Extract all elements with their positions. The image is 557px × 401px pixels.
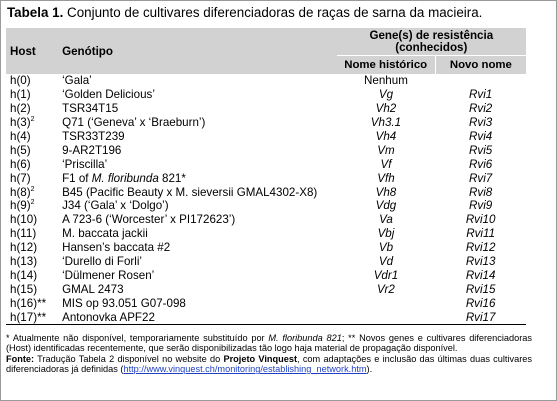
cell-novo-nome: Rvi4 [469, 130, 493, 143]
genotipo-text: B45 (Pacific Beauty x M. sieversii GMAL4302-X8) [62, 185, 318, 199]
cell-host [6, 255, 62, 269]
genotipo-text: ‘Durello di Forli’ [62, 255, 142, 269]
table-notes [6, 333, 532, 375]
cell-nome-historico: Vbj [377, 227, 395, 241]
host-text: h(13) [10, 255, 38, 269]
cell-host [6, 157, 62, 171]
host-text: h(5) [10, 143, 31, 157]
cell-host [6, 171, 62, 185]
cell-genotipo [62, 213, 337, 227]
footnote [6, 333, 532, 354]
cell-genotipo [62, 296, 337, 310]
table-row [6, 227, 526, 241]
table-row [6, 102, 526, 116]
table-row [6, 255, 526, 269]
table-caption [7, 5, 482, 20]
host-text: h(11) [10, 227, 37, 241]
cell-novo-nome: Rvi17 [435, 310, 526, 324]
cell-nome-historico [337, 310, 436, 324]
table-row [6, 88, 526, 102]
cell-novo-nome: Rvi13 [465, 255, 496, 269]
cell-host [6, 130, 62, 144]
cell-nome-historico: Vh8 [375, 185, 397, 199]
table-row [6, 74, 526, 88]
genotipo-text: M. floribunda [91, 171, 159, 185]
host-superscript: 2 [30, 185, 35, 193]
table-row [6, 241, 526, 255]
host-text: h(1) [10, 88, 31, 102]
cell-host [6, 88, 62, 102]
table-row [6, 116, 526, 130]
cell-genotipo [62, 130, 337, 144]
host-text: h(12) [10, 241, 38, 255]
cell-host [6, 213, 62, 227]
host-text: h(16)** [10, 296, 47, 310]
genotipo-text: A 723-6 (‘Worcester’ x PI172623’) [62, 213, 236, 227]
cell-novo-nome: Rvi1 [469, 88, 493, 102]
cell-host [6, 102, 62, 116]
cell-novo-nome: Rvi16 [465, 296, 496, 310]
header-gene-group: Gene(s) de resistência (conhecidos) [337, 28, 526, 56]
cell-genotipo [62, 227, 337, 241]
cell-novo-nome: Rvi7 [469, 171, 493, 185]
source-label: Fonte: [6, 353, 35, 364]
cell-host [6, 143, 62, 157]
cell-novo-nome: Rvi11 [466, 227, 496, 241]
caption-label: Tabela 1. [7, 5, 64, 20]
host-text: h(17)** [10, 310, 47, 324]
header-nome-historico: Nome histórico [337, 56, 436, 75]
cell-novo-nome: Rvi10 [465, 213, 496, 227]
cell-novo-nome: Rvi8 [469, 185, 493, 199]
cell-nome-historico: Vf [380, 157, 392, 171]
cell-nome-historico: Vh4 [375, 130, 397, 143]
cell-novo-nome: Rvi5 [469, 143, 493, 157]
cell-novo-nome: Rvi3 [469, 116, 493, 130]
cell-genotipo [62, 88, 337, 102]
genotipo-text: Antonovka APF22 [62, 310, 155, 324]
footnote-text-b: ; ** Novos genes e cultivares diferenciadoras (Host) identificadas recentemente, que serão disponibilizadas tão logo haja material de propagação disponível. [6, 333, 533, 354]
cell-host [6, 185, 62, 199]
genotipo-text: F1 of [62, 171, 92, 185]
cell-host [6, 310, 62, 324]
cell-host [6, 199, 62, 213]
cell-nome-historico: Nenhum [364, 74, 408, 88]
genotipo-text: Q71 (‘Geneva’ x ‘Braeburn’) [62, 116, 206, 130]
header-genotipo: Genótipo [62, 28, 337, 74]
table-row [6, 143, 526, 157]
cultivars-table [6, 28, 526, 325]
genotipo-text: GMAL 2473 [62, 282, 124, 296]
cell-novo-nome: Rvi15 [465, 282, 496, 296]
source-note [6, 354, 532, 375]
cell-novo-nome: Rvi6 [469, 157, 493, 171]
source-link[interactable]: http://www.vinquest.ch/monitoring/establishing_network.htm [123, 364, 367, 375]
genotipo-text: ‘Golden Delicious’ [62, 88, 155, 102]
table-row [6, 213, 526, 227]
cell-host [6, 296, 62, 310]
table-row [6, 282, 526, 296]
table-row [6, 157, 526, 171]
cell-genotipo [62, 282, 337, 296]
host-text: h(4) [10, 130, 31, 143]
cell-host [6, 116, 62, 130]
source-text-b: , com adaptações e inclusão das últimas duas cultivares diferenciadoras já definidas ( [6, 353, 532, 375]
cell-genotipo [62, 185, 337, 199]
cell-host [6, 268, 62, 282]
cell-nome-historico: Vfh [377, 171, 395, 185]
cell-nome-historico: Vb [378, 241, 394, 255]
genotipo-text: Hansen’s baccata #2 [62, 241, 171, 255]
table-row [6, 185, 526, 199]
table-row [6, 171, 526, 185]
footnote-text-a: * Atualmente não disponível, temporariamente substituído por [6, 333, 269, 343]
host-text: h(10) [10, 213, 38, 227]
genotipo-text: 821* [158, 171, 186, 185]
cell-nome-historico: Vr2 [377, 282, 395, 296]
source-text-a: Tradução Tabela 2 disponível no website do [34, 353, 224, 364]
footnote-italic: M. floribunda 821 [268, 333, 342, 343]
host-text: h(3) [10, 116, 31, 130]
cell-genotipo [62, 116, 337, 130]
genotipo-text: MIS op 93.051 G07-098 [62, 296, 186, 310]
cell-genotipo [62, 268, 337, 282]
table-row [6, 268, 526, 282]
genotipo-text: TSR34T15 [62, 102, 119, 116]
source-project: Projeto Vinquest [223, 353, 298, 364]
cell-genotipo [62, 310, 337, 324]
header-host: Host [6, 28, 62, 74]
cell-genotipo [62, 74, 337, 88]
cell-nome-historico: Vh2 [375, 102, 397, 116]
cell-novo-nome: Rvi9 [469, 199, 493, 213]
genotipo-text: M. baccata jackii [62, 227, 148, 241]
host-superscript: 2 [30, 199, 35, 207]
genotipo-text: 9-AR2T196 [62, 143, 122, 157]
cell-nome-historico: Vm [377, 143, 395, 157]
host-text: h(15) [10, 282, 38, 296]
genotipo-text: J34 (‘Gala’ x ‘Dolgo’) [62, 199, 169, 213]
genotipo-text: ‘Dülmener Rosen’ [62, 268, 155, 282]
cell-nome-historico: Vh3.1 [370, 116, 402, 130]
cell-host [6, 282, 62, 296]
cell-genotipo [62, 255, 337, 269]
cell-genotipo [62, 241, 337, 255]
host-superscript: 2 [30, 116, 35, 124]
cell-nome-historico: Vg [378, 88, 394, 102]
cell-novo-nome: Rvi2 [469, 102, 493, 116]
cell-genotipo [62, 102, 337, 116]
host-text: h(2) [10, 102, 31, 116]
header-novo-nome: Novo nome [435, 56, 526, 75]
cell-novo-nome: Rvi12 [465, 241, 496, 255]
source-text-c: ). [366, 364, 373, 375]
host-text: h(0) [10, 74, 31, 88]
cell-genotipo [62, 199, 337, 213]
cell-genotipo [62, 171, 337, 185]
cell-host [6, 227, 62, 241]
cell-novo-nome [435, 74, 526, 88]
cell-host [6, 74, 62, 88]
table-row [6, 199, 526, 213]
table-row [6, 310, 526, 324]
genotipo-text: TSR33T239 [62, 130, 125, 143]
cell-novo-nome: Rvi14 [465, 268, 496, 282]
cell-nome-historico: Vdr1 [373, 268, 399, 282]
host-text: h(9) [10, 199, 31, 213]
cell-nome-historico: Va [379, 213, 393, 227]
caption-text: Conjunto de cultivares diferenciadoras de raças de sarna da macieira. [63, 5, 483, 20]
cell-nome-historico [337, 296, 436, 310]
table-row [6, 296, 526, 310]
host-text: h(6) [10, 157, 31, 171]
host-text: h(8) [10, 185, 31, 199]
cell-genotipo [62, 157, 337, 171]
cell-nome-historico: Vdg [375, 199, 397, 213]
genotipo-text: ‘Gala’ [62, 74, 92, 88]
genotipo-text: ‘Priscilla’ [62, 157, 108, 171]
cell-host [6, 241, 62, 255]
cell-genotipo [62, 143, 337, 157]
cell-nome-historico: Vd [378, 255, 394, 269]
host-text: h(7) [10, 171, 31, 185]
table-row [6, 130, 526, 144]
host-text: h(14) [10, 268, 38, 282]
